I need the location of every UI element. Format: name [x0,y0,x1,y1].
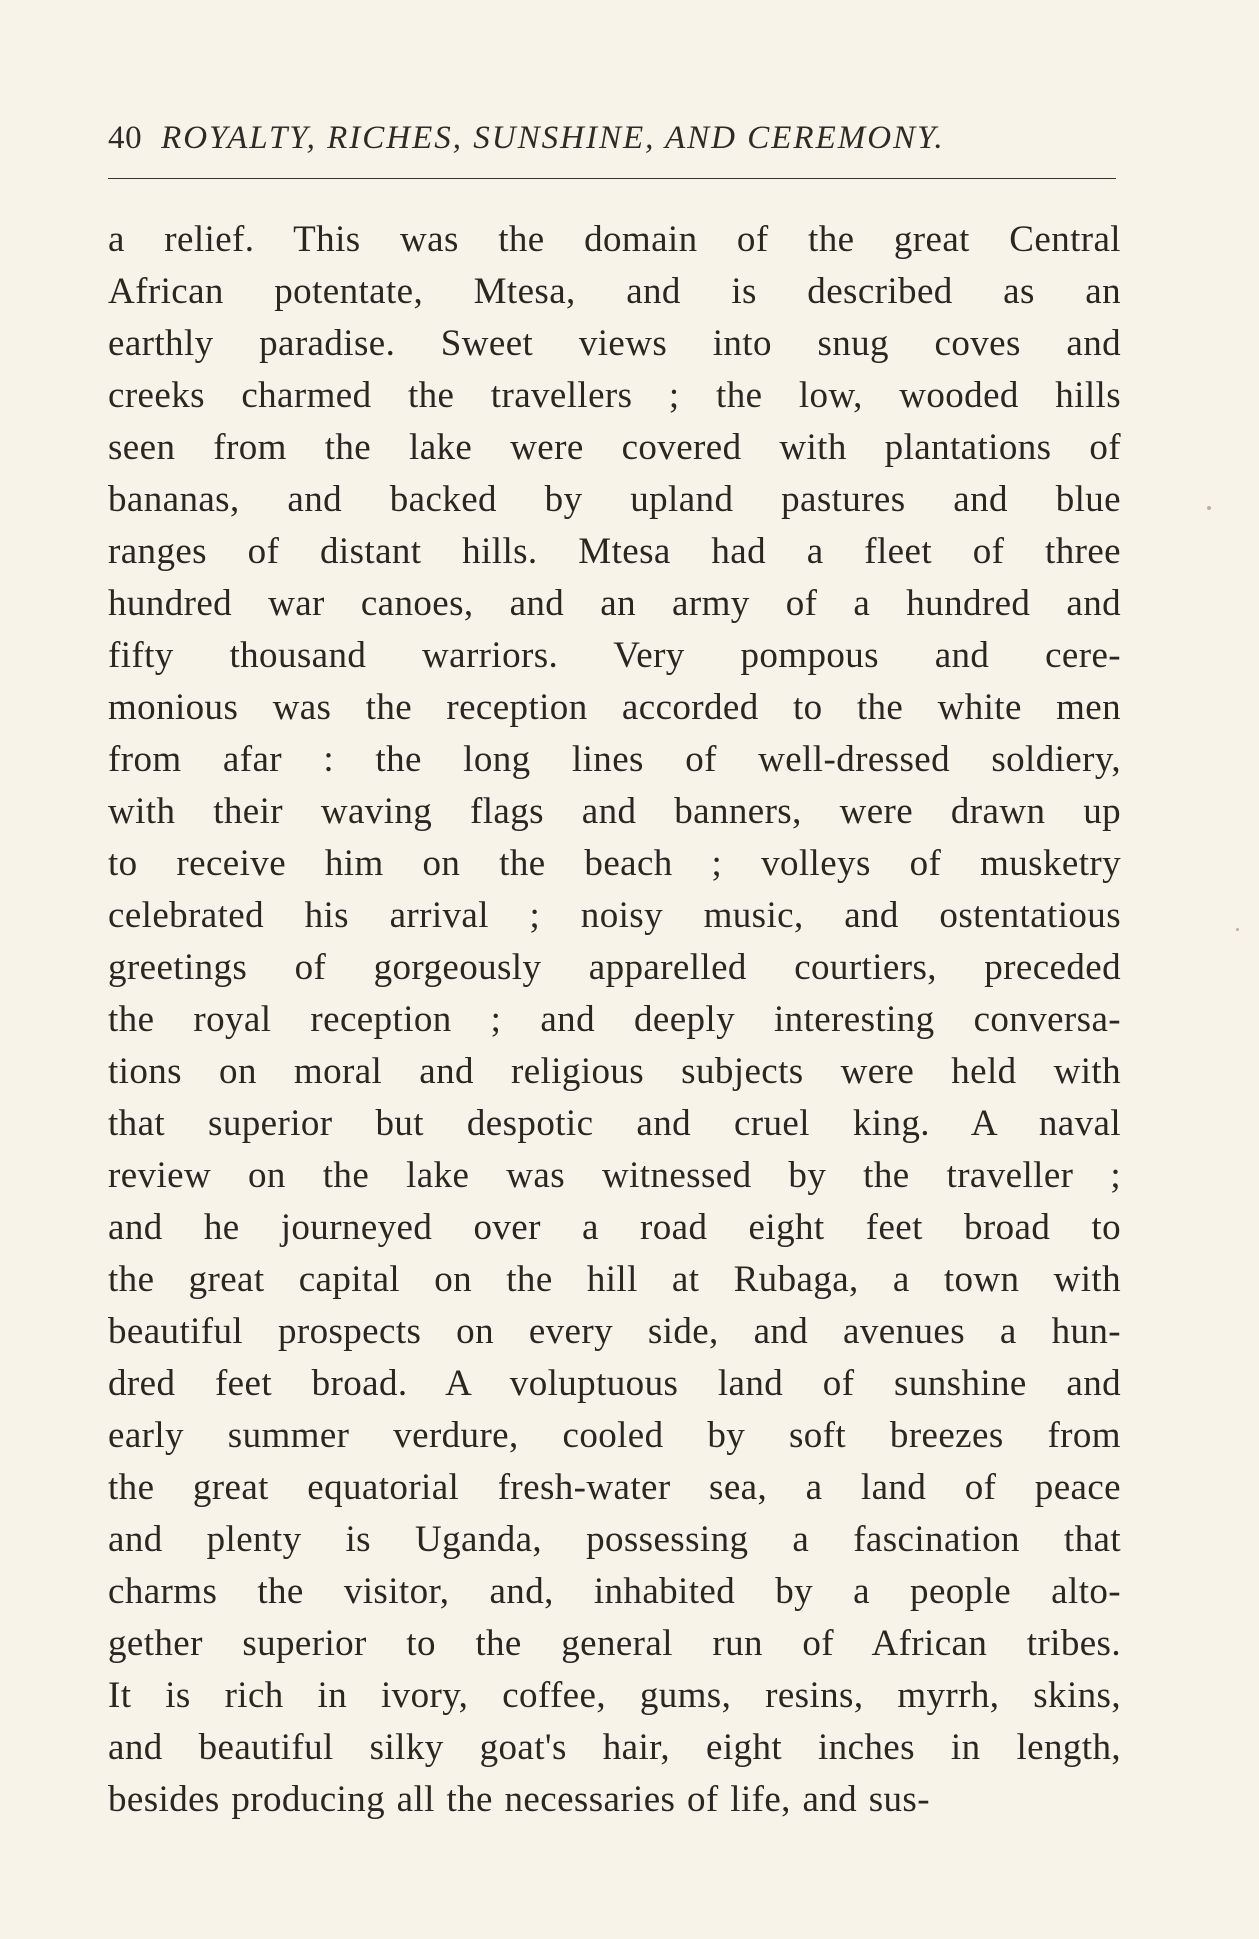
text-line: earthly paradise. Sweet views into snug coves and [108,323,1121,364]
text-line: with their waving flags and banners, were drawn up [108,791,1121,832]
text-line: tions on moral and religious subjects were held with [108,1051,1121,1092]
text-line: It is rich in ivory, coffee, gums, resins, myrrh, skins, [108,1675,1121,1716]
header-rule [108,178,1116,179]
running-title: ROYALTY, RICHES, SUNSHINE, AND CEREMONY. [161,120,945,156]
text-line: the great equatorial fresh-water sea, a land of peace [108,1467,1121,1508]
text-line: and he journeyed over a road eight feet broad to [108,1207,1121,1248]
text-line: celebrated his arrival ; noisy music, and ostentatious [108,895,1121,936]
text-line: early summer verdure, cooled by soft breezes from [108,1415,1121,1456]
text-line: review on the lake was witnessed by the traveller ; [108,1155,1121,1196]
text-line: and beautiful silky goat's hair, eight inches in length, [108,1727,1121,1768]
page-number: 40 [108,120,143,156]
paper-speck [1236,928,1239,931]
text-line: charms the visitor, and, inhabited by a people alto- [108,1571,1121,1612]
text-line: African potentate, Mtesa, and is described as an [108,271,1121,312]
text-line: dred feet broad. A voluptuous land of sunshine and [108,1363,1121,1404]
text-line: fifty thousand warriors. Very pompous and cere- [108,635,1121,676]
text-line: besides producing all the necessaries of life, and sus- [108,1779,930,1820]
running-head [108,116,1128,160]
text-line: creeks charmed the travellers ; the low, wooded hills [108,375,1121,416]
text-line: greetings of gorgeously apparelled courtiers, preceded [108,947,1121,988]
text-line: from afar : the long lines of well-dressed soldiery, [108,739,1121,780]
body-text [108,214,1121,1826]
text-line: the great capital on the hill at Rubaga, a town with [108,1259,1121,1300]
text-line: beautiful prospects on every side, and avenues a hun- [108,1311,1121,1352]
text-line: ranges of distant hills. Mtesa had a fleet of three [108,531,1121,572]
text-line: to receive him on the beach ; volleys of musketry [108,843,1121,884]
paper-speck [1207,506,1211,510]
text-line: gether superior to the general run of African tribes. [108,1623,1121,1664]
text-line: monious was the reception accorded to the white men [108,687,1121,728]
text-line: bananas, and backed by upland pastures and blue [108,479,1121,520]
text-line: that superior but despotic and cruel king. A naval [108,1103,1121,1144]
text-line: the royal reception ; and deeply interesting conversa- [108,999,1121,1040]
text-line: hundred war canoes, and an army of a hundred and [108,583,1121,624]
text-line: a relief. This was the domain of the great Central [108,219,1121,260]
text-line: seen from the lake were covered with plantations of [108,427,1121,468]
text-line: and plenty is Uganda, possessing a fascination that [108,1519,1121,1560]
